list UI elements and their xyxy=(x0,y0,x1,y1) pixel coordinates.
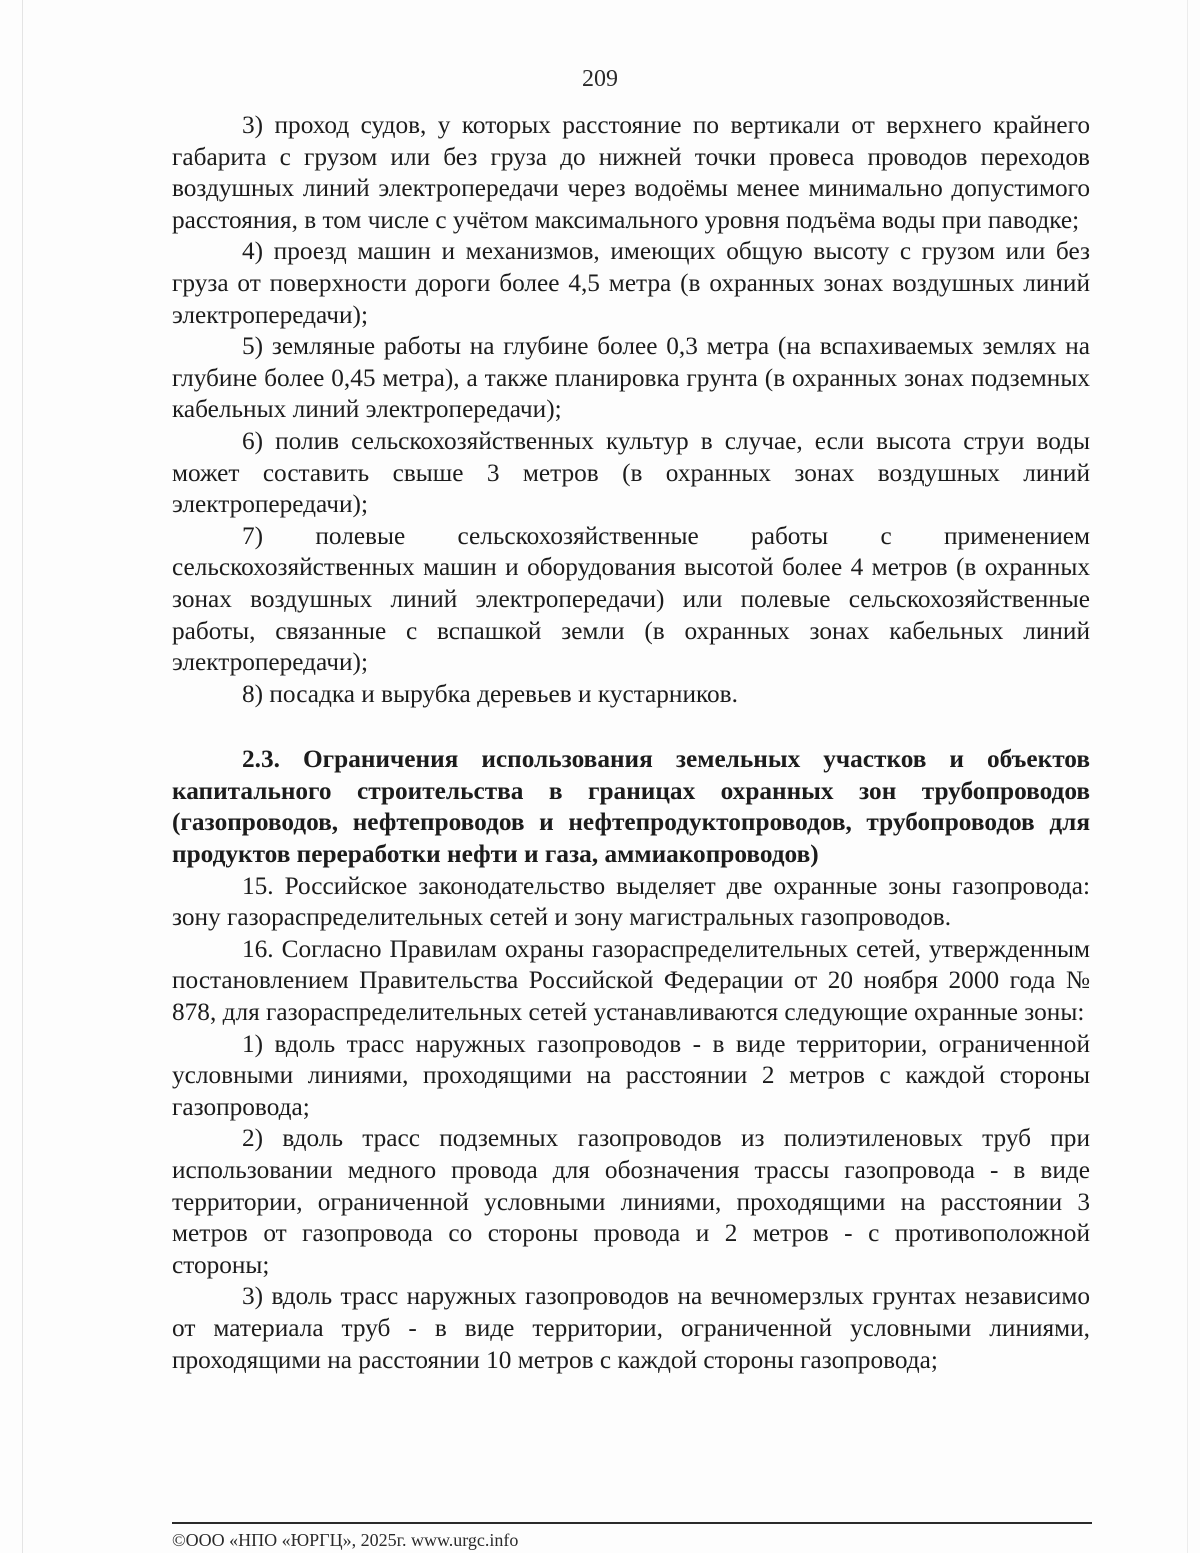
list-item-8-trees: 8) посадка и вырубка деревьев и кустарников. xyxy=(242,679,738,708)
page-number: 209 xyxy=(582,66,618,92)
list-item-3-vessels: 3) проход судов, у которых расстояние по вертикали от верхнего крайнего габарита с грузом или без груза до нижней точки провеса проводов переходов воздушных линий электропередачи через водоёмы менее минимально допустимого расстояния, в том числе с учётом максимального уровня подъёма воды при паводке; xyxy=(172,111,1090,234)
zone-item-1: 1) вдоль трасс наружных газопроводов - в виде территории, ограниченной условными линиями, проходящими на расстоянии 2 метров с каждой стороны газопровода; xyxy=(172,1029,1090,1121)
zone-item-2: 2) вдоль трасс подземных газопроводов из полиэтиленовых труб при использовании медного провода для обозначения трассы газопровода - в виде территории, ограниченной условными линиями, проходящими на расстоянии 3 метров от газопровода со стороны провода и 2 метров - с противоположной стороны; xyxy=(172,1124,1090,1279)
footer-divider xyxy=(172,1522,1092,1524)
paragraph-15: 15. Российское законодательство выделяет две охранные зоны газопровода: зону газораспределительных сетей и зону магистральных газопроводов. xyxy=(172,871,1090,932)
page-edge-left xyxy=(22,0,23,1553)
list-item-7-field-works: 7) полевые сельскохозяйственные работы с применением сельскохозяйственных машин и оборудования высотой более 4 метров (в охранных зонах воздушных линий электропередачи) или полевые сельскохозяйственные работы, связанные с вспашкой земли (в охранных зонах кабельных линий электропередачи); xyxy=(172,521,1090,677)
footer-copyright: ©ООО «НПО «ЮРГЦ», 2025г. www.urgc.info xyxy=(172,1530,519,1550)
list-item-6-irrigation: 6) полив сельскохозяйственных культур в случае, если высота струи воды может составить свыше 3 метров (в охранных зонах воздушных линий электропередачи); xyxy=(172,426,1090,519)
paragraph-16: 16. Согласно Правилам охраны газораспределительных сетей, утвержденным постановлением Правительства Российской Федерации от 20 ноября 2000 года № 878, для газораспределительных сетей устанавливаются следующие охранные зоны: xyxy=(172,934,1090,1027)
document-body xyxy=(172,110,1090,1376)
list-item-5-earthworks: 5) земляные работы на глубине более 0,3 метра (на вспахиваемых землях на глубине более 0,45 метра), а также планировка грунта (в охранных зонах подземных кабельных линий электропередачи); xyxy=(172,332,1090,424)
section-heading: 2.3. Ограничения использования земельных участков и объектов капитального строительства в границах охранных зон трубопроводов (газопроводов, нефтепроводов и нефтепродуктопроводов, трубопроводов для продуктов переработки нефти и газа, аммиакопроводов) xyxy=(172,745,1090,869)
page-edge-right xyxy=(1187,0,1188,1553)
list-item-4-vehicles: 4) проезд машин и механизмов, имеющих общую высоту с грузом или без груза от поверхности дороги более 4,5 метра (в охранных зонах воздушных линий электропередачи); xyxy=(172,237,1090,329)
zone-item-3: 3) вдоль трасс наружных газопроводов на вечномерзлых грунтах независимо от материала труб - в виде территории, ограниченной условными линиями, проходящими на расстоянии 10 метров с каждой стороны газопровода; xyxy=(172,1282,1090,1374)
